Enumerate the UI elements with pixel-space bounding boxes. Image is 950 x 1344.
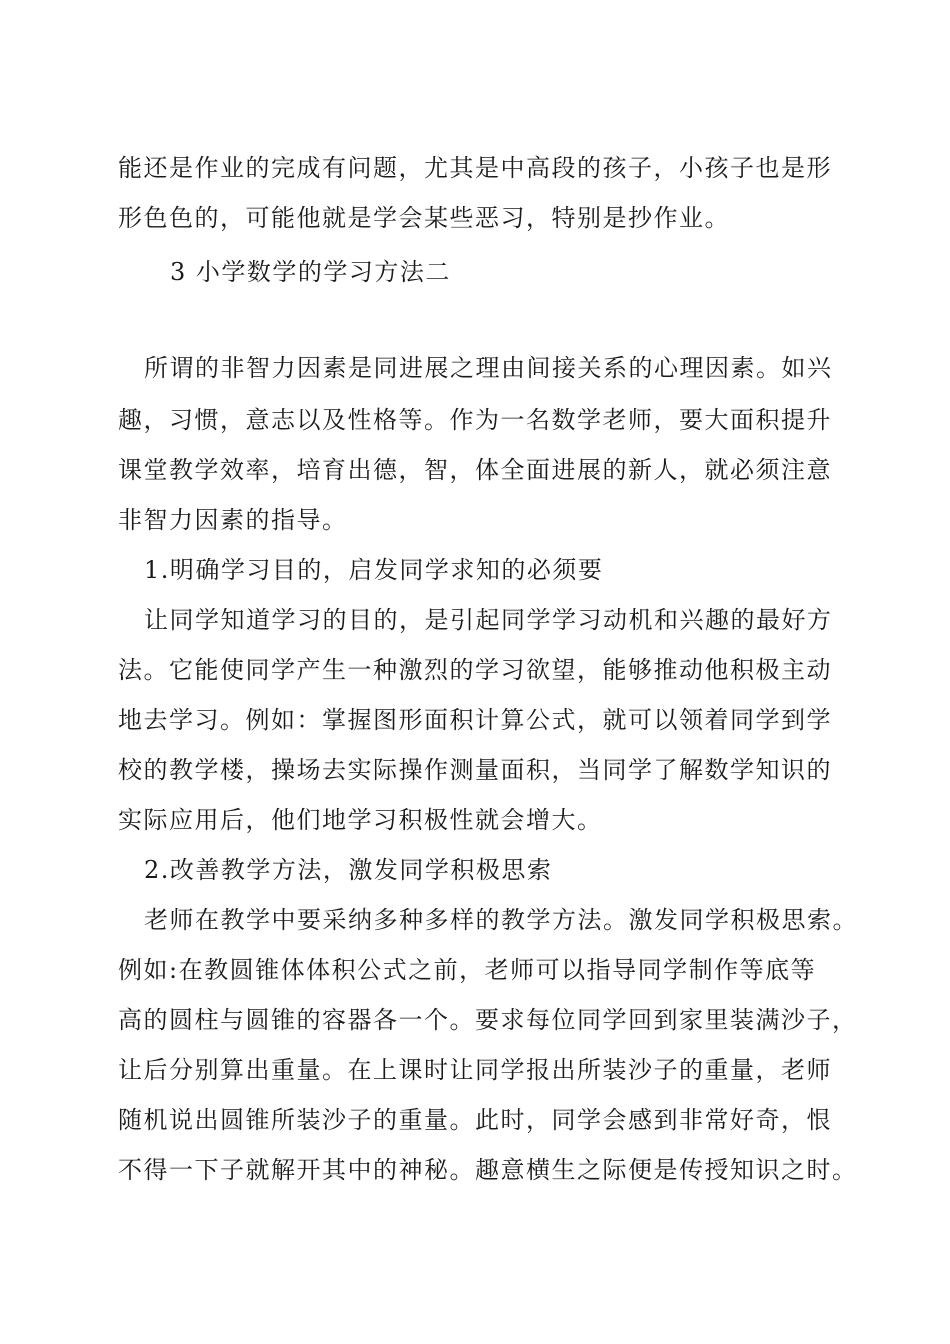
body-line: 地去学习。例如：掌握图形面积计算公式，就可以领着同学到学 <box>118 706 832 734</box>
body-line: 不得一下子就解开其中的神秘。趣意横生之际便是传授知识之时。 <box>118 1156 858 1184</box>
body-line: 能还是作业的完成有问题，尤其是中高段的孩子，小孩子也是形 <box>118 154 832 182</box>
body-line: 非智力因素的指导。 <box>118 506 348 534</box>
body-line: 例如:在教圆锥体体积公式之前，老师可以指导同学制作等底等 <box>118 956 817 984</box>
body-line: 课堂教学效率，培育出德，智，体全面进展的新人，就必须注意 <box>118 456 832 484</box>
subheading: 1.明确学习目的，启发同学求知的必须要 <box>144 556 604 584</box>
body-line: 形色色的，可能他就是学会某些恶习，特别是抄作业。 <box>118 204 730 232</box>
body-line: 老师在教学中要采纳多种多样的教学方法。激发同学积极思索。 <box>144 906 858 934</box>
body-line: 让同学知道学习的目的，是引起同学学习动机和兴趣的最好方 <box>144 606 833 634</box>
subheading: 2.改善教学方法，激发同学积极思索 <box>144 856 553 884</box>
body-line: 随机说出圆锥所装沙子的重量。此时，同学会感到非常好奇，恨 <box>118 1106 832 1134</box>
body-line: 法。它能使同学产生一种激烈的学习欲望，能够推动他积极主动 <box>118 656 832 684</box>
body-line: 实际应用后，他们地学习积极性就会增大。 <box>118 806 603 834</box>
body-line: 所谓的非智力因素是同进展之理由间接关系的心理因素。如兴 <box>144 354 833 382</box>
body-line: 趣，习惯，意志以及性格等。作为一名数学老师，要大面积提升 <box>118 406 832 434</box>
section-heading: 3 小学数学的学习方法二 <box>170 258 451 286</box>
body-line: 校的教学楼，操场去实际操作测量面积，当同学了解数学知识的 <box>118 756 832 784</box>
body-line: 高的圆柱与圆锥的容器各一个。要求每位同学回到家里装满沙子， <box>118 1006 858 1034</box>
body-line: 让后分别算出重量。在上课时让同学报出所装沙子的重量，老师 <box>118 1056 832 1084</box>
